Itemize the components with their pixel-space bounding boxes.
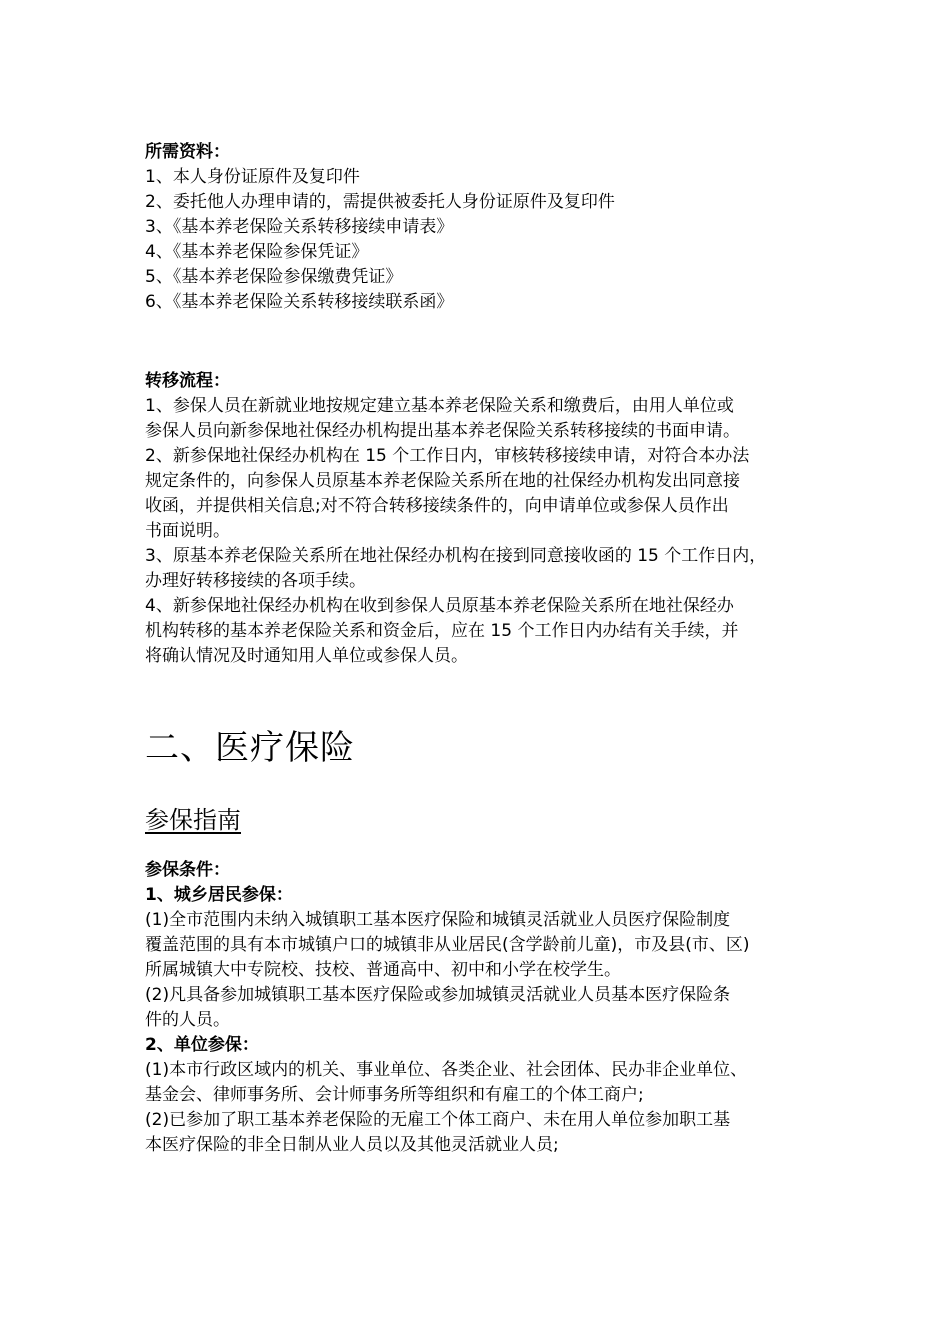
paragraph-line: 机构转移的基本养老保险关系和资金后，应在 15 个工作日内办结有关手续，并	[145, 621, 739, 641]
list-item: 1、本人身份证原件及复印件	[145, 167, 360, 187]
paragraph-line: 书面说明。	[145, 521, 230, 541]
paragraph-line: (2)凡具备参加城镇职工基本医疗保险或参加城镇灵活就业人员基本医疗保险条	[145, 985, 731, 1005]
transfer-heading: 转移流程：	[145, 371, 230, 391]
paragraph-line: 所属城镇大中专院校、技校、普通高中、初中和小学在校学生。	[145, 960, 621, 980]
paragraph-line: 覆盖范围的具有本市城镇户口的城镇非从业居民(含学龄前儿童)，市及县(市、区)	[145, 935, 750, 955]
group2-heading: 2、单位参保：	[145, 1035, 259, 1055]
paragraph-line: 1、参保人员在新就业地按规定建立基本养老保险关系和缴费后，由用人单位或	[145, 396, 734, 416]
materials-list	[145, 165, 825, 315]
paragraph-line: 基金会、律师事务所、会计师事务所等组织和有雇工的个体工商户;	[145, 1085, 644, 1105]
list-item: 3、《基本养老保险关系转移接续申请表》	[145, 217, 454, 237]
paragraph-line: 本医疗保险的非全日制从业人员以及其他灵活就业人员;	[145, 1135, 559, 1155]
paragraph-line: 规定条件的，向参保人员原基本养老保险关系所在地的社保经办机构发出同意接	[145, 471, 740, 491]
paragraph-line: (2)已参加了职工基本养老保险的无雇工个体工商户、未在用人单位参加职工基	[145, 1110, 731, 1130]
paragraph-line: 3、原基本养老保险关系所在地社保经办机构在接到同意接收函的 15 个工作日内，	[145, 546, 767, 566]
document-page	[145, 140, 825, 1158]
list-item: 4、《基本养老保险参保凭证》	[145, 242, 369, 262]
paragraph-line: 2、新参保地社保经办机构在 15 个工作日内，审核转移接续申请，对符合本办法	[145, 446, 750, 466]
paragraph-line: 参保人员向新参保地社保经办机构提出基本养老保险关系转移接续的书面申请。	[145, 421, 740, 441]
paragraph-line: 收函，并提供相关信息;对不符合转移接续条件的，向申请单位或参保人员作出	[145, 496, 729, 516]
paragraph-line: (1)本市行政区域内的机关、事业单位、各类企业、社会团体、民办非企业单位、	[145, 1060, 748, 1080]
group1-heading: 1、城乡居民参保：	[145, 885, 293, 905]
paragraph-line: 将确认情况及时通知用人单位或参保人员。	[145, 646, 468, 666]
paragraph-line: 4、新参保地社保经办机构在收到参保人员原基本养老保险关系所在地社保经办	[145, 596, 734, 616]
section-title: 二、医疗保险	[145, 728, 355, 768]
group2-body	[145, 1058, 825, 1158]
materials-heading: 所需资料：	[145, 142, 230, 162]
group1-body	[145, 908, 825, 1033]
paragraph-line: 办理好转移接续的各项手续。	[145, 571, 366, 591]
transfer-steps	[145, 394, 825, 669]
list-item: 6、《基本养老保险关系转移接续联系函》	[145, 292, 454, 312]
guide-title: 参保指南	[145, 806, 241, 834]
list-item: 5、《基本养老保险参保缴费凭证》	[145, 267, 403, 287]
conditions-heading: 参保条件：	[145, 860, 230, 880]
paragraph-line: 件的人员。	[145, 1010, 230, 1030]
list-item: 2、委托他人办理申请的，需提供被委托人身份证原件及复印件	[145, 192, 615, 212]
paragraph-line: (1)全市范围内未纳入城镇职工基本医疗保险和城镇灵活就业人员医疗保险制度	[145, 910, 731, 930]
